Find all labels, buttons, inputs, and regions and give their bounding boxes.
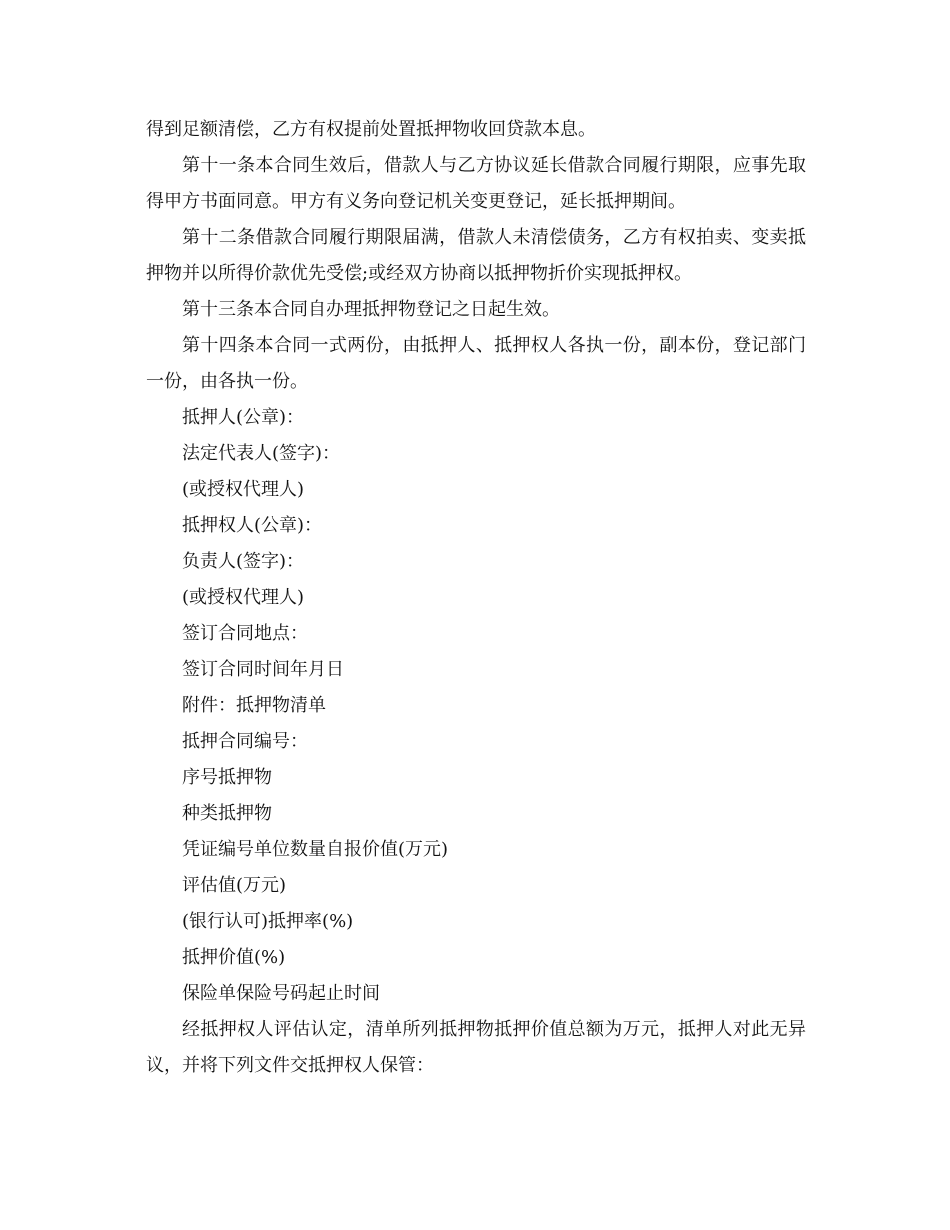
signing-date-line: 签订合同时间年月日	[182, 659, 344, 680]
contract-number-line: 抵押合同编号：	[182, 731, 308, 752]
paragraph-closing: 经抵押权人评估认定，清单所列抵押物抵押价值总额为万元，抵押人对此无异议，并将下列文件交抵押权人保管：	[146, 1019, 806, 1076]
list-field-line: (银行认可)抵押率(%)	[182, 911, 354, 932]
paragraph-continuation: 得到足额清偿，乙方有权提前处置抵押物收回贷款本息。	[146, 119, 596, 140]
list-field-line: 种类抵押物	[182, 803, 272, 824]
paragraph-article-12: 第十二条借款合同履行期限届满，借款人未清偿债务，乙方有权拍卖、变卖抵押物并以所得价款优先受偿;或经双方协商以抵押物折价实现抵押权。	[146, 227, 806, 284]
list-field-line: 凭证编号单位数量自报价值(万元)	[182, 839, 449, 860]
list-field-line: 序号抵押物	[182, 767, 272, 788]
mortgagor-seal-line: 抵押人(公章)：	[182, 407, 305, 428]
responsible-person-line: 负责人(签字)：	[182, 551, 305, 572]
paragraph-article-11: 第十一条本合同生效后，借款人与乙方协议延长借款合同履行期限，应事先取得甲方书面同意。甲方有义务向登记机关变更登记，延长抵押期间。	[146, 155, 806, 212]
list-field-line: 抵押价值(%)	[182, 947, 286, 968]
attachment-line: 附件：抵押物清单	[182, 695, 326, 716]
signing-location-line: 签订合同地点：	[182, 623, 308, 644]
legal-representative-line: 法定代表人(签字)：	[182, 443, 341, 464]
mortgagee-seal-line: 抵押权人(公章)：	[182, 515, 323, 536]
authorized-agent-line-2: (或授权代理人)	[182, 587, 305, 608]
authorized-agent-line: (或授权代理人)	[182, 479, 305, 500]
document-body	[146, 112, 806, 1084]
paragraph-article-13: 第十三条本合同自办理抵押物登记之日起生效。	[182, 299, 560, 320]
list-field-line: 评估值(万元)	[182, 875, 287, 896]
paragraph-article-14: 第十四条本合同一式两份，由抵押人、抵押权人各执一份，副本份，登记部门一份，由各执一份。	[146, 335, 806, 392]
list-field-line: 保险单保险号码起止时间	[182, 983, 380, 1004]
